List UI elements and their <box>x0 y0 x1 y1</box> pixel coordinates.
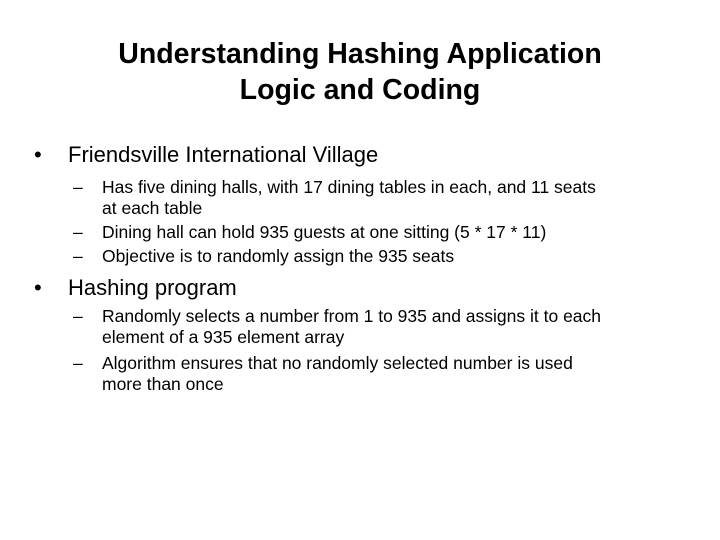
dash-icon: – <box>73 177 83 197</box>
dash-icon: – <box>73 353 83 373</box>
slide-title <box>60 36 660 108</box>
bullet-text: Friendsville International Village <box>68 142 379 167</box>
bullet-dot-icon: • <box>34 142 42 167</box>
sub-item-objective <box>73 246 454 267</box>
bullet-item-friendsville <box>34 142 378 168</box>
sub-item-line: at each table <box>102 198 203 218</box>
dash-icon: – <box>73 246 83 266</box>
sub-item-text <box>102 306 601 348</box>
dash-icon: – <box>73 306 83 326</box>
sub-item-line: Dining hall can hold 935 guests at one sitting (5 * 17 * 11) <box>102 222 547 242</box>
sub-item-line: element of a 935 element array <box>102 327 345 347</box>
sub-item-text <box>102 353 573 395</box>
slide-title-line-2: Logic and Coding <box>239 74 481 106</box>
sub-item-line: Objective is to randomly assign the 935 seats <box>102 246 455 266</box>
sub-item-line: Randomly selects a number from 1 to 935 and assigns it to each <box>102 306 602 326</box>
bullet-dot-icon: • <box>34 275 42 300</box>
bullet-item-hashing-program <box>34 275 237 301</box>
sub-item-capacity <box>73 222 546 243</box>
sub-item-text <box>102 177 596 219</box>
bullet-text: Hashing program <box>68 275 237 300</box>
slide-title-line-1: Understanding Hashing Application <box>118 38 602 70</box>
sub-item-random-select <box>73 306 601 348</box>
sub-item-line: more than once <box>102 374 224 394</box>
sub-item-line: Algorithm ensures that no randomly selected number is used <box>102 353 573 373</box>
sub-item-dining-halls <box>73 177 596 219</box>
sub-item-line: Has five dining halls, with 17 dining tables in each, and 11 seats <box>102 177 596 197</box>
sub-item-text <box>102 246 454 267</box>
dash-icon: – <box>73 222 83 242</box>
sub-item-text <box>102 222 546 243</box>
sub-item-algorithm <box>73 353 573 395</box>
